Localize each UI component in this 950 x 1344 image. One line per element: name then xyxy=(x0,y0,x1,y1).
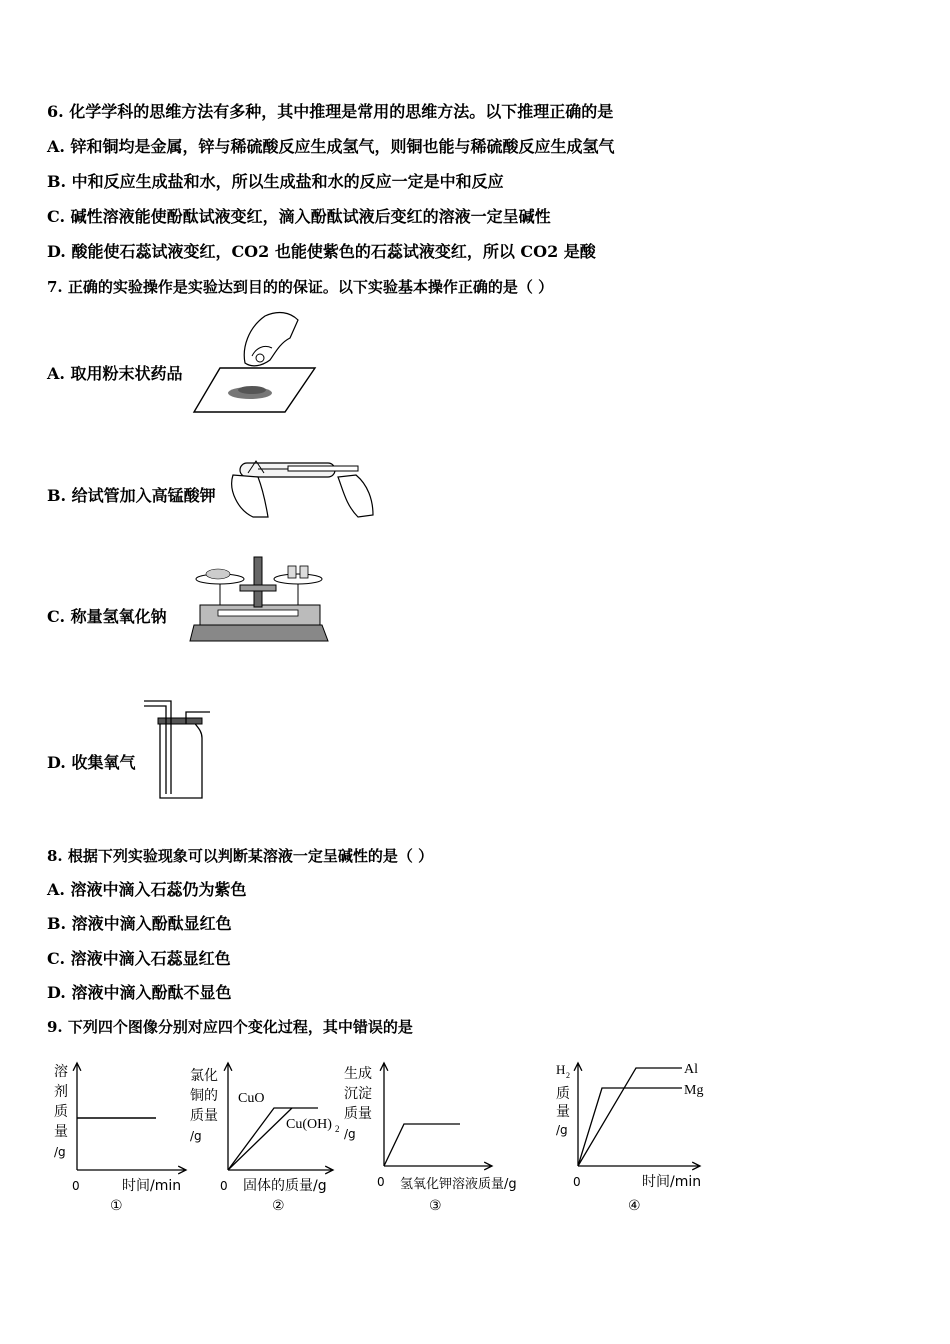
g3-origin: 0 xyxy=(377,1175,385,1189)
q7-option-b: B. 给试管加入高锰酸钾 xyxy=(47,486,216,505)
g4-number: ④ xyxy=(628,1198,641,1214)
g3-ylabel-unit: /g xyxy=(344,1127,356,1141)
q8-option-c: C. 溶液中滴入石蕊显红色 xyxy=(47,949,231,968)
test-tube-figure xyxy=(228,455,378,525)
q7-option-a: A. 取用粉末状药品 xyxy=(47,364,183,383)
g4-origin: 0 xyxy=(573,1175,581,1189)
q6-option-b: B. 中和反应生成盐和水，所以生成盐和水的反应一定是中和反应 xyxy=(47,172,504,191)
g4-ylabel-h: H xyxy=(556,1062,566,1077)
g2-ylabel-1: 铜的 xyxy=(190,1088,218,1104)
graph-1 xyxy=(50,1058,195,1218)
g4-series-mg xyxy=(578,1088,682,1166)
g4-ylabel-sub: 2 xyxy=(566,1071,570,1080)
g2-label-cuo: CuO xyxy=(238,1091,265,1106)
g3-series-line xyxy=(384,1124,460,1166)
g1-ylabel-2: 质 xyxy=(54,1104,68,1120)
balance-figure xyxy=(190,555,330,645)
g4-ylabel-0: 质 xyxy=(556,1086,570,1102)
q6-option-a: A. 锌和铜均是金属，锌与稀硫酸反应生成氢气，则铜也能与稀硫酸反应生成氢气 xyxy=(47,137,615,156)
g2-xlabel: 固体的质量/g xyxy=(243,1178,327,1194)
g4-label-al: Al xyxy=(684,1062,698,1077)
gas-bottle-figure xyxy=(140,698,215,803)
g2-origin: 0 xyxy=(220,1179,228,1193)
g4-label-mg: Mg xyxy=(684,1083,704,1098)
q6-stem: 6. 化学学科的思维方法有多种，其中推理是常用的思维方法。以下推理正确的是 xyxy=(47,102,614,121)
graph-4 xyxy=(552,1058,712,1218)
graph-2 xyxy=(188,1058,338,1218)
graph-3 xyxy=(344,1058,549,1218)
q8-option-b: B. 溶液中滴入酚酞显红色 xyxy=(47,914,232,933)
g1-ylabel-4: /g xyxy=(54,1145,66,1159)
g3-ylabel-1: 沉淀 xyxy=(344,1086,372,1102)
g1-ylabel-0: 溶 xyxy=(54,1064,68,1080)
g1-ylabel-1: 剂 xyxy=(54,1084,68,1100)
g2-label-cuoh2: Cu(OH) xyxy=(286,1117,332,1132)
g2-label-cuoh2-sub: 2 xyxy=(335,1124,340,1134)
g1-origin: 0 xyxy=(72,1179,80,1193)
g2-number: ② xyxy=(272,1198,285,1214)
g3-number: ③ xyxy=(429,1198,442,1214)
q8-option-a: A. 溶液中滴入石蕊仍为紫色 xyxy=(47,880,247,899)
g1-xlabel: 时间/min xyxy=(122,1178,182,1194)
q8-option-d: D. 溶液中滴入酚酞不显色 xyxy=(47,983,232,1002)
g2-ylabel-2: 质量 xyxy=(190,1108,218,1124)
powder-sampling-figure xyxy=(190,308,320,418)
g2-ylabel-0: 氯化 xyxy=(190,1068,218,1084)
g4-xlabel: 时间/min xyxy=(642,1174,702,1190)
g4-ylabel-2: /g xyxy=(556,1123,568,1137)
g3-xlabel: 氢氧化钾溶液质量/g xyxy=(400,1177,517,1192)
q7-option-d: D. 收集氧气 xyxy=(47,753,136,772)
q7-option-c: C. 称量氢氧化钠 xyxy=(47,607,167,626)
q6-option-c: C. 碱性溶液能使酚酞试液变红，滴入酚酞试液后变红的溶液一定呈碱性 xyxy=(47,207,551,226)
g3-ylabel-2: 质量 xyxy=(344,1106,372,1122)
g2-ylabel-3: /g xyxy=(190,1129,202,1143)
g1-number: ① xyxy=(110,1198,123,1214)
q9-stem: 9. 下列四个图像分别对应四个变化过程，其中错误的是 xyxy=(47,1018,413,1036)
g2-series-cuoh2 xyxy=(228,1108,292,1170)
g1-ylabel-3: 量 xyxy=(54,1124,68,1140)
g4-ylabel-1: 量 xyxy=(556,1104,570,1120)
q8-stem: 8. 根据下列实验现象可以判断某溶液一定呈碱性的是（ ） xyxy=(47,847,434,865)
q6-option-d: D. 酸能使石蕊试液变红，CO2 也能使紫色的石蕊试液变红，所以 CO2 是酸 xyxy=(47,242,596,261)
q7-stem: 7. 正确的实验操作是实验达到目的的保证。以下实验基本操作正确的是（ ） xyxy=(47,278,554,296)
g3-ylabel-0: 生成 xyxy=(344,1066,372,1082)
